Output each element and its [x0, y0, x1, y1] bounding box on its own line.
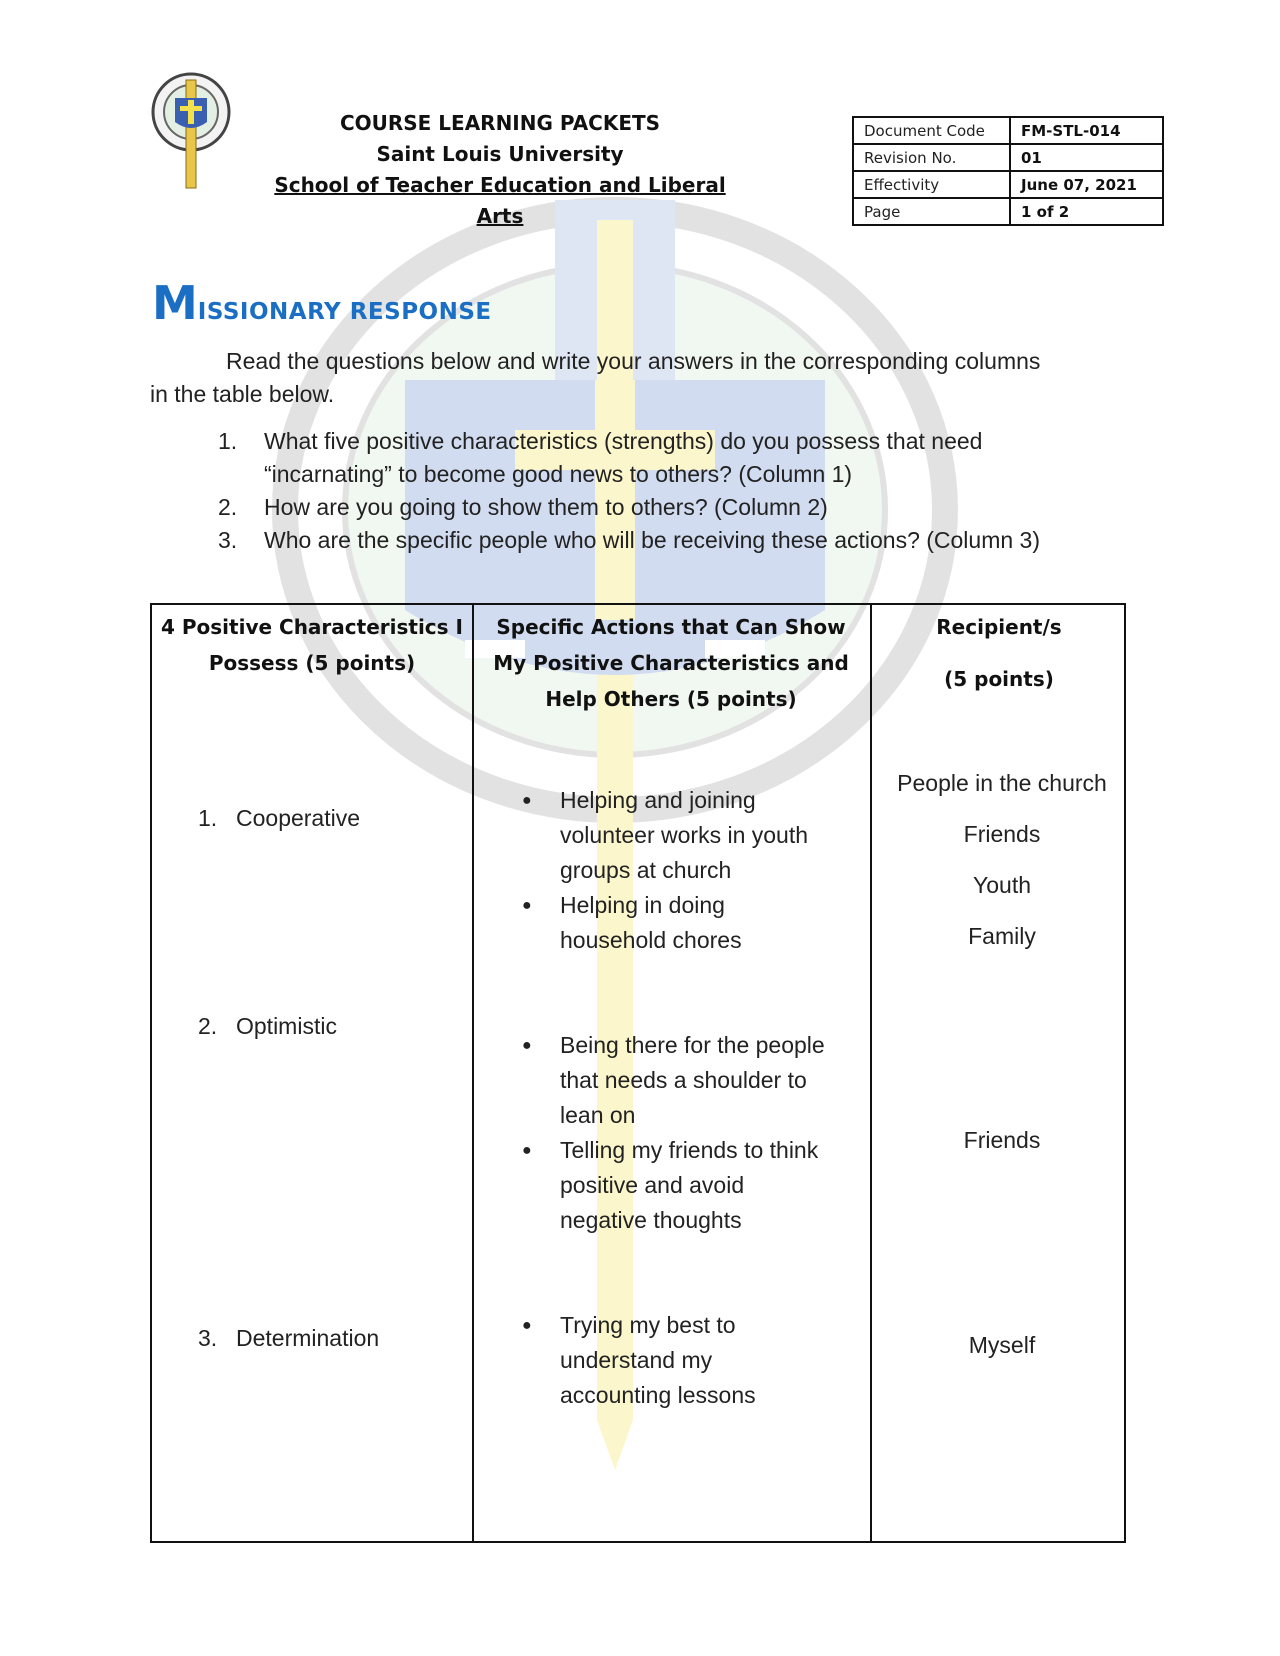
characteristic-item	[198, 805, 360, 832]
revision-row	[853, 144, 1163, 171]
action-line: positive and avoid	[560, 1172, 745, 1198]
item-number: 3.	[198, 1325, 218, 1351]
header-line: Recipient/s	[936, 615, 1062, 639]
action-list	[522, 1028, 862, 1238]
doc-value: FM-STL-014	[1010, 117, 1163, 144]
recipient: Friends	[963, 1127, 1041, 1153]
section-title-rest: ISSIONARY RESPONSE	[197, 299, 492, 325]
question-number: 1.	[218, 428, 238, 454]
recipient: People in the church	[897, 770, 1107, 796]
doc-value: 1 of 2	[1010, 198, 1163, 225]
action-line: negative thoughts	[560, 1207, 742, 1233]
item-label: Determination	[236, 1325, 380, 1351]
action-line: understand my	[560, 1347, 713, 1373]
characteristic-item	[198, 1325, 379, 1352]
action-item	[522, 1133, 862, 1238]
question-item	[218, 491, 1138, 524]
instructions-line: in the table below.	[150, 381, 335, 407]
header-line: (5 points)	[944, 667, 1054, 691]
action-item	[522, 783, 862, 888]
question-item	[218, 425, 1138, 491]
question-list	[218, 425, 1138, 557]
document-info-table	[852, 116, 1164, 226]
document-code-row	[853, 117, 1163, 144]
doc-value: June 07, 2021	[1010, 171, 1163, 198]
column-header-recipients	[872, 609, 1126, 697]
university-logo	[142, 72, 240, 190]
action-line: that needs a shoulder to	[560, 1067, 807, 1093]
action-line: ● Trying my best to	[560, 1312, 736, 1338]
action-line: ● Being there for the people	[560, 1032, 825, 1058]
header-line: My Positive Characteristics and	[493, 651, 849, 675]
effectivity-row	[853, 171, 1163, 198]
item-label: Cooperative	[236, 805, 361, 831]
recipient: Friends	[963, 821, 1041, 847]
header-line: Specific Actions that Can Show	[496, 615, 846, 639]
action-line: ● Helping in doing	[560, 892, 725, 918]
question-item	[218, 524, 1138, 557]
header-school: School of Teacher Education and Liberal Arts	[274, 173, 726, 228]
action-line: ● Telling my friends to think	[560, 1137, 819, 1163]
section-title	[152, 276, 492, 330]
question-text: How are you going to show them to others? (Column 2)	[264, 494, 828, 520]
recipient: Myself	[968, 1332, 1036, 1358]
item-number: 1.	[198, 805, 218, 831]
header-line: Possess (5 points)	[208, 651, 416, 675]
doc-key: Page	[853, 198, 1010, 225]
doc-key: Document Code	[853, 117, 1010, 144]
instructions-paragraph	[150, 345, 1150, 411]
action-line: volunteer works in youth	[560, 822, 809, 848]
action-line: ● Helping and joining	[560, 787, 756, 813]
action-list	[522, 783, 862, 958]
question-text: “incarnating” to become good news to others? (Column 1)	[264, 461, 853, 487]
question-text: Who are the specific people who will be receiving these actions? (Column 3)	[264, 527, 1041, 553]
question-number: 3.	[218, 527, 238, 553]
action-line: lean on	[560, 1102, 636, 1128]
action-list	[522, 1308, 862, 1413]
question-text: What five positive characteristics (strengths) do you possess that need	[264, 428, 983, 454]
recipient: Youth	[973, 872, 1031, 898]
action-item	[522, 1308, 862, 1413]
action-item	[522, 1028, 862, 1133]
header-line: Help Others (5 points)	[545, 687, 797, 711]
action-line: household chores	[560, 927, 742, 953]
recipient: Family	[968, 923, 1036, 949]
response-table	[150, 603, 1126, 1543]
section-title-initial: M	[152, 276, 198, 330]
item-label: Optimistic	[236, 1013, 337, 1039]
item-number: 2.	[198, 1013, 218, 1039]
header-title: COURSE LEARNING PACKETS	[339, 111, 661, 135]
characteristic-item	[198, 1013, 337, 1040]
question-number: 2.	[218, 494, 238, 520]
doc-key: Effectivity	[853, 171, 1010, 198]
action-line: groups at church	[560, 857, 732, 883]
column-divider	[472, 605, 474, 1541]
action-item	[522, 888, 862, 958]
page-row	[853, 198, 1163, 225]
header-line: 4 Positive Characteristics I	[161, 615, 463, 639]
column-header-characteristics	[152, 609, 472, 681]
doc-key: Revision No.	[853, 144, 1010, 171]
column-divider	[870, 605, 872, 1541]
column-header-actions	[472, 609, 870, 717]
header-university: Saint Louis University	[376, 142, 624, 166]
action-line: accounting lessons	[560, 1382, 756, 1408]
instructions-line: Read the questions below and write your answers in the corresponding columns	[226, 348, 1041, 374]
doc-value: 01	[1010, 144, 1163, 171]
document-header	[250, 108, 750, 232]
